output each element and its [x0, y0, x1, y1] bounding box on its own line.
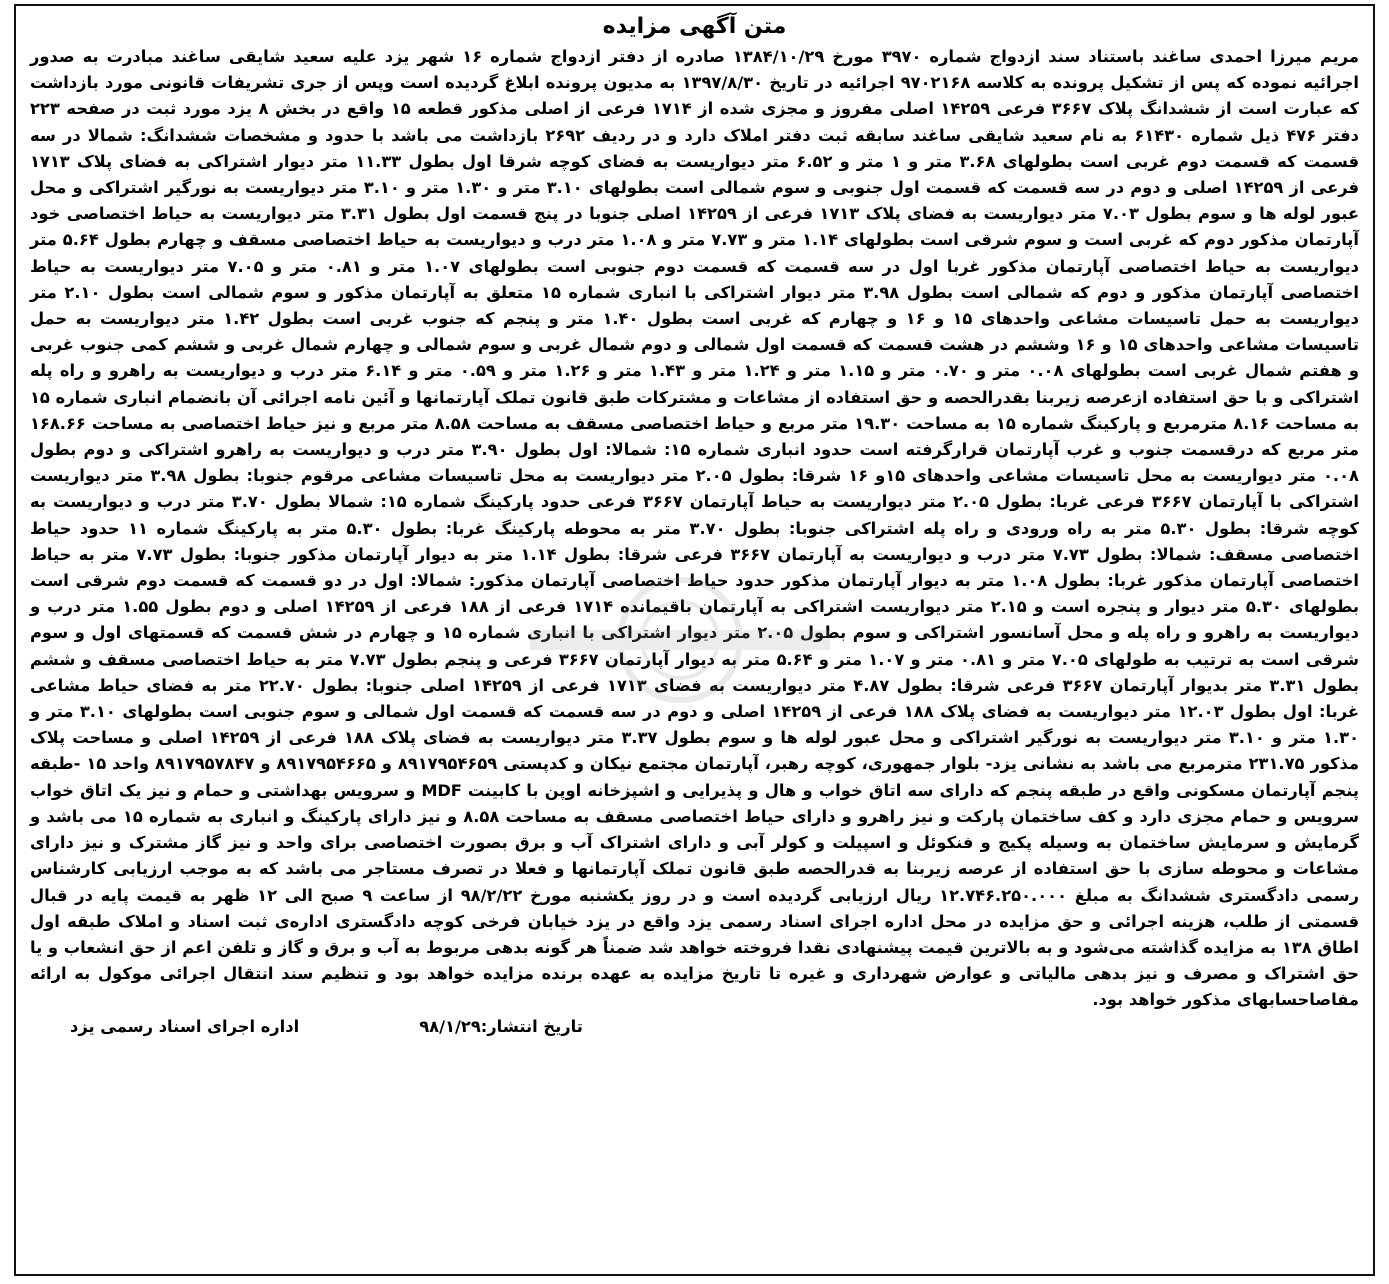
- publish-date: تاریخ انتشار:۹۸/۱/۲۹: [419, 1016, 583, 1036]
- notice-body: مریم میرزا احمدی ساغند باستناد سند ازدواج شماره ۳۹۷۰ مورخ ۱۳۸۴/۱۰/۲۹ صادره از دفتر ازدواج شماره ۱۶ شهر یزد علیه سعید شایقی ساغند مبادرت به صدور اجرائیه نموده که پس از تشکیل پرونده به کلاسه ۹۷۰۲۱۶۸ اجرائیه در تاریخ ۱۳۹۷/۸/۳۰ به مدیون پرونده ابلاغ گردیده است وپس از جری تشریفات قانونی مورد بازداشت که عبارت است از ششدانگ پلاک ۳۶۶۷ فرعی ۱۴۲۵۹ اصلی مفروز و مجزی شده از ۱۷۱۴ فرعی از اصلی مذکور قطعه ۱۵ واقع در بخش ۸ یزد مورد ثبت در صفحه ۲۲۳ دفتر ۴۷۶ ذیل شماره ۶۱۴۳۰ به نام سعید شایقی ساغند سابقه ثبت دفتر املاک دارد و در ردیف ۲۶۹۲ بازداشت می باشد با حدود و مشخصات ششدانگ: شمالا در سه قسمت که قسمت دوم غربی است بطولهای ۳.۶۸ متر و ۱ متر و ۶.۵۲ متر دیواریست به فضای کوچه شرقا اول بطول ۱۱.۳۳ متر دیوار اشتراکی به فضای پلاک ۱۷۱۳ فرعی از ۱۴۲۵۹ اصلی و دوم در سه قسمت که قسمت اول جنوبی و سوم شمالی است بطولهای ۳.۱۰ متر و ۱.۳۰ متر و ۳.۱۰ متر دیواریست به نورگیر اشتراکی و محل عبور لوله ها و سوم بطول ۷.۰۳ متر دیواریست به فضای پلاک ۱۷۱۳ فرعی از ۱۴۲۵۹ اصلی جنوبا در پنج قسمت اول بطول ۳.۳۱ متر دیواریست به حیاط اختصاصی خود آپارتمان مذکور دوم که غربی است و سوم شرقی است بطولهای ۱.۱۴ متر و ۷.۷۳ متر و ۱.۰۸ متر درب و دیواریست به حیاط اختصاصی مسقف و چهارم بطول ۵.۶۴ متر دیواریست به حیاط اختصاصی آپارتمان مذکور غربا اول در سه قسمت که قسمت دوم جنوبی است بطولهای ۱.۰۷ متر و ۰.۸۱ متر و ۷.۰۵ متر دیواریست به حیاط اختصاصی آپارتمان مذکور و دوم که شمالی است بطول ۳.۹۸ متر دیوار اشتراکی با انباری شماره ۱۵ متعلق به آپارتمان مذکور و سوم شمالی است بطول ۲.۱۰ متر دیواریست به حمل تاسیسات مشاعی واحدهای ۱۵ و ۱۶ و چهارم که غربی است بطول ۱.۴۰ متر و پنجم که جنوب غربی است بطول ۱.۴۲ متر دیواریست به حمل تاسیسات مشاعی واحدهای ۱۵ و ۱۶ وششم در هشت قسمت که قسمت اول شمالی و دوم شمال غربی و سوم شمالی و چهارم شمال غربی و ششم کمی جنوب غربی و هفتم شمال غربی است بطولهای ۰.۰۸ متر و ۰.۷۰ متر و ۱.۱۵ متر و ۱.۲۴ متر و ۱.۴۳ متر و ۱.۲۶ متر و ۰.۵۹ متر و ۶.۱۴ متر درب و دیواریست به راهرو و راه پله اشتراکی و با حق استفاده ازعرصه زیربنا بقدرالحصه و حق استفاده از مشاعات و مشترکات طبق قانون تملک آپارتمانها و آئین نامه اجرائی آن بانضمام انباری شماره ۱۵ به مساحت ۸.۱۶ مترمربع و پارکینگ شماره ۱۵ به مساحت ۱۹.۳۰ متر مربع و حیاط اختصاصی مسقف به مساحت ۸.۵۸ متر مربع و نیز حیاط اختصاصی به مساحت ۱۶۸.۶۶ متر مربع که درقسمت جنوب و غرب آپارتمان قرارگرفته است حدود انباری شماره ۱۵: شمالا: اول بطول ۳.۹۰ متر درب و دیواریست به راهرو اشتراکی و دوم بطول ۰.۰۸ متر دیواریست به محل تاسیسات مشاعی واحدهای ۱۵و ۱۶ شرقا: بطول ۲.۰۵ متر دیواریست به محل تاسیسات مشاعی مرقوم جنوبا: بطول ۳.۹۸ متر دیواریست اشتراکی با آپارتمان ۳۶۶۷ فرعی غربا: بطول ۲.۰۵ متر دیواریست به حیاط آپارتمان ۳۶۶۷ فرعی حدود پارکینگ شماره ۱۵: شمالا بطول ۳.۷۰ متر درب و دیواریست به کوچه شرقا: بطول ۵.۳۰ متر به راه ورودی و راه پله اشتراکی جنوبا: بطول ۳.۷۰ متر به محوطه پارکینگ غربا: بطول ۵.۳۰ متر به پارکینگ شماره ۱۱ حدود حیاط اختصاصی مسقف: شمالا: بطول ۷.۷۳ متر درب و دیواریست به آپارتمان ۳۶۶۷ فرعی شرقا: بطول ۱.۱۴ متر به دیوار آپارتمان مذکور جنوبا: بطول ۷.۷۳ متر به حیاط اختصاصی آپارتمان مذکور غربا: بطول ۱.۰۸ متر به دیوار آپارتمان مذکور حدود حیاط اختصاصی آپارتمان مذکور: شمالا: اول در دو قسمت که قسمت دوم شرقی است بطولهای ۵.۳۰ متر دیوار و پنجره است و ۲.۱۵ متر دیواریست اشتراکی به آپارتمان باقیمانده ۱۷۱۴ فرعی از ۱۸۸ فرعی از ۱۴۲۵۹ اصلی و دوم بطول ۱.۵۵ متر درب و دیواریست به راهرو و راه پله و محل آسانسور اشتراکی و سوم بطول ۲.۰۵ متر دیوار اشتراکی با انباری شماره ۱۵ و چهارم در شش قسمت که قسمتهای اول و سوم شرقی است به ترتیب به طولهای ۷.۰۵ متر و ۰.۸۱ متر و ۱.۰۷ متر و ۵.۶۴ متر به دیوار آپارتمان ۳۶۶۷ فرعی و پنجم بطول ۷.۷۳ متر به حیاط اختصاصی مسقف و ششم بطول ۳.۳۱ متر بدیوار آپارتمان ۳۶۶۷ فرعی شرقا: بطول ۴.۸۷ متر دیواریست به فضای ۱۷۱۳ فرعی از ۱۴۲۵۹ اصلی جنوبا: بطول ۲۲.۷۰ متر به فضای حیاط مشاعی غربا: اول بطول ۱۲.۰۳ متر دیواریست به فضای پلاک ۱۸۸ فرعی از ۱۴۲۵۹ اصلی و دوم در سه قسمت که قسمت اول شمالی و سوم جنوبی است بطولهای ۳.۱۰ متر و ۱.۳۰ متر و ۳.۱۰ متر دیواریست به نورگیر اشتراکی و محل عبور لوله ها و سوم بطول ۳.۳۷ متر دیواریست به فضای پلاک ۱۸۸ فرعی از ۱۴۲۵۹ اصلی و مساحت پلاک مذکور ۲۳۱.۷۵ مترمربع می باشد به نشانی یزد- بلوار جمهوری، کوچه رهبر، آپارتمان مجتمع نیکان و کدپستی ۸۹۱۷۹۵۴۶۵۹ و ۸۹۱۷۹۵۴۶۶۵ و ۸۹۱۷۹۵۷۸۴۷ واحد ۱۵ -طبقه پنجم آپارتمان مسکونی واقع در طبقه پنجم که دارای سه اتاق خواب و هال و پذیرایی و اشپزخانه اوپن با کابینت MDF و سرویس بهداشتی و حمام و نیز یک اتاق خواب سرویس و حمام مجزی دارد و کف ساختمان پارکت و نیز راهرو و دارای حیاط اختصاصی مسقف به مساحت ۸.۵۸ و نیز دارای پارکینگ و انباری به شماره ۱۵ می باشد و گرمایش و سرمایش ساختمان به وسیله پکیج و فنکوئل و اسپیلت و کولر آبی و دارای اشتراک آب و برق بصورت اختصاصی برای واحد و نیز گاز مشترک و نیز دارای مشاعات و محوطه سازی با حق استفاده از عرصه زیربنا به قدرالحصه طبق قانون تملک آپارتمانها و فعلا در تصرف مستاجر می باشد که به موجب ارزیابی کارشناس رسمی دادگستری ششدانگ به مبلغ ۱۲.۷۴۶.۲۵۰.۰۰۰ ریال ارزیابی گردیده است و در روز یکشنبه مورخ ۹۸/۲/۲۲ از ساعت ۹ صبح الی ۱۲ ظهر به قیمت پایه در قبال قسمتی از طلب، هزینه اجرائی و حق مزایده در محل اداره اجرای اسناد رسمی یزد واقع در یزد خیابان فرخی کوچه دادگستری اداره‌ی ثبت اسناد و املاک طبقه اول اطاق ۱۳۸ به مزایده گذاشته می‌شود و به بالاترین قیمت پیشنهادی نقدا فروخته خواهد شد ضمناً هر گونه بدهی مربوط به آب و برق و گاز و تلفن اعم از حق انشعاب و یا حق اشتراک و مصرف و نیز بدهی مالیاتی و عوارض شهرداری و غیره تا تاریخ مزایده به عهده برنده مزایده خواهد بود و تنظیم سند انتقال اجرائی موکول به ارائه مفاصاحسابهای مذکور خواهد بود.: [30, 47, 1360, 1010]
- notice-title: متن آگهی مزایده: [602, 14, 787, 39]
- auction-notice: [14, 4, 1375, 1276]
- issuer-name: اداره اجرای اسناد رسمی یزد: [70, 1016, 300, 1036]
- notice-footer: [30, 1014, 1359, 1040]
